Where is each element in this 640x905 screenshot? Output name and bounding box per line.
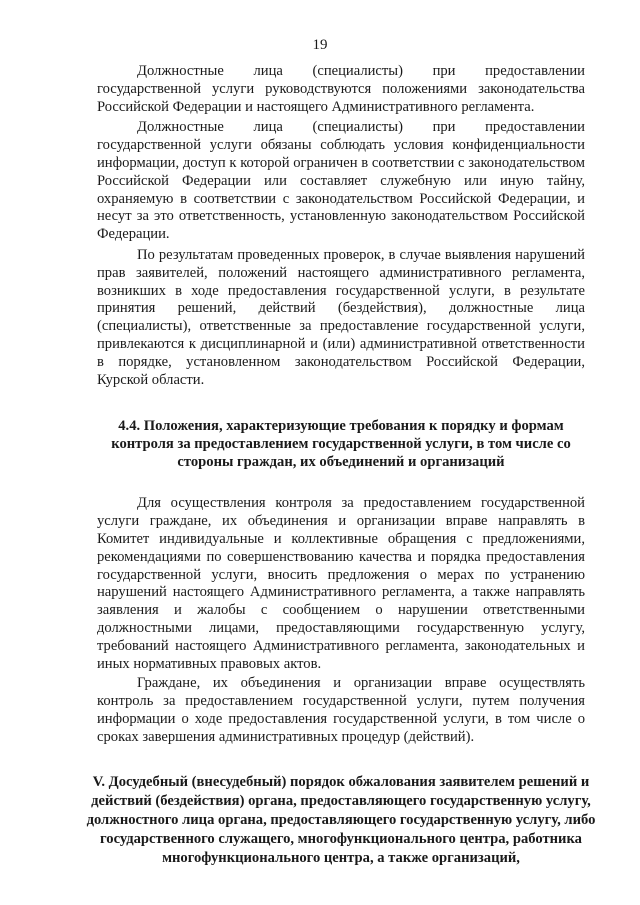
section-4-4-heading: 4.4. Положения, характеризующие требования к порядку и формам контроля за предоставлением государственной услуги, в том числе со стороны граждан, их объединений и организаций [111, 418, 571, 471]
paragraph-citizen-information: Граждане, их объединения и организации вправе осуществлять контроль за предоставлением государственной услуги, путем получения информации о ходе предоставления государственной услуги, в том числе о сроках завершения административных процедур (действий). [97, 675, 585, 745]
paragraph-liability: По результатам проведенных проверок, в случае выявления нарушений прав заявителей, положений настоящего административного регламента, возникших в ходе предоставления государственной услуги, в результате принятия решений, действий (бездействия), должностные лица (специалисты), ответственные за предоставление государственной услуги, привлекаются к дисциплинарной и (или) административной ответственности в порядке, установленном законодательством Российской Федерации, Курской области. [97, 246, 585, 388]
document-body [86, 63, 596, 868]
page-number: 19 [312, 37, 328, 53]
paragraph-officials-guidance: Должностные лица (специалисты) при предоставлении государственной услуги руководствуются положениями законодательства Российской Федерации и настоящего Административного регламента. [97, 63, 585, 115]
paragraph-citizen-control: Для осуществления контроля за предоставлением государственной услуги граждане, их объединения и организации вправе направлять в Комитет индивидуальные и коллективные обращения с предложениями, рекомендациями по совершенствованию качества и порядка предоставления государственной услуги, вносить предложения о мерах по устранению нарушений настоящего Административного регламента, а также направлять заявления и жалобы с сообщением о нарушении ответственными должностными лицами, предоставляющими государственную услугу, требований настоящего Административного регламента, законодательных и иных нормативных правовых актов. [97, 495, 585, 672]
paragraph-confidentiality: Должностные лица (специалисты) при предоставлении государственной услуги обязаны соблюдать условия конфиденциальности информации, доступ к которой ограничен в соответствии с законодательством Российской Федерации или составляет служебную или иную тайну, охраняемую в соответствии с законодательством Российской Федерации, и несут за это ответственность, установленную законодательством Российской Федерации. [97, 119, 585, 243]
section-5-heading: V. Досудебный (внесудебный) порядок обжалования заявителем решений и действий (бездействия) органа, предоставляющего государственную услугу, должностного лица органа, предоставляющего государственную услугу, либо государственного служащего, многофункционального центра, работника многофункционального центра, а также организаций, [86, 773, 596, 866]
